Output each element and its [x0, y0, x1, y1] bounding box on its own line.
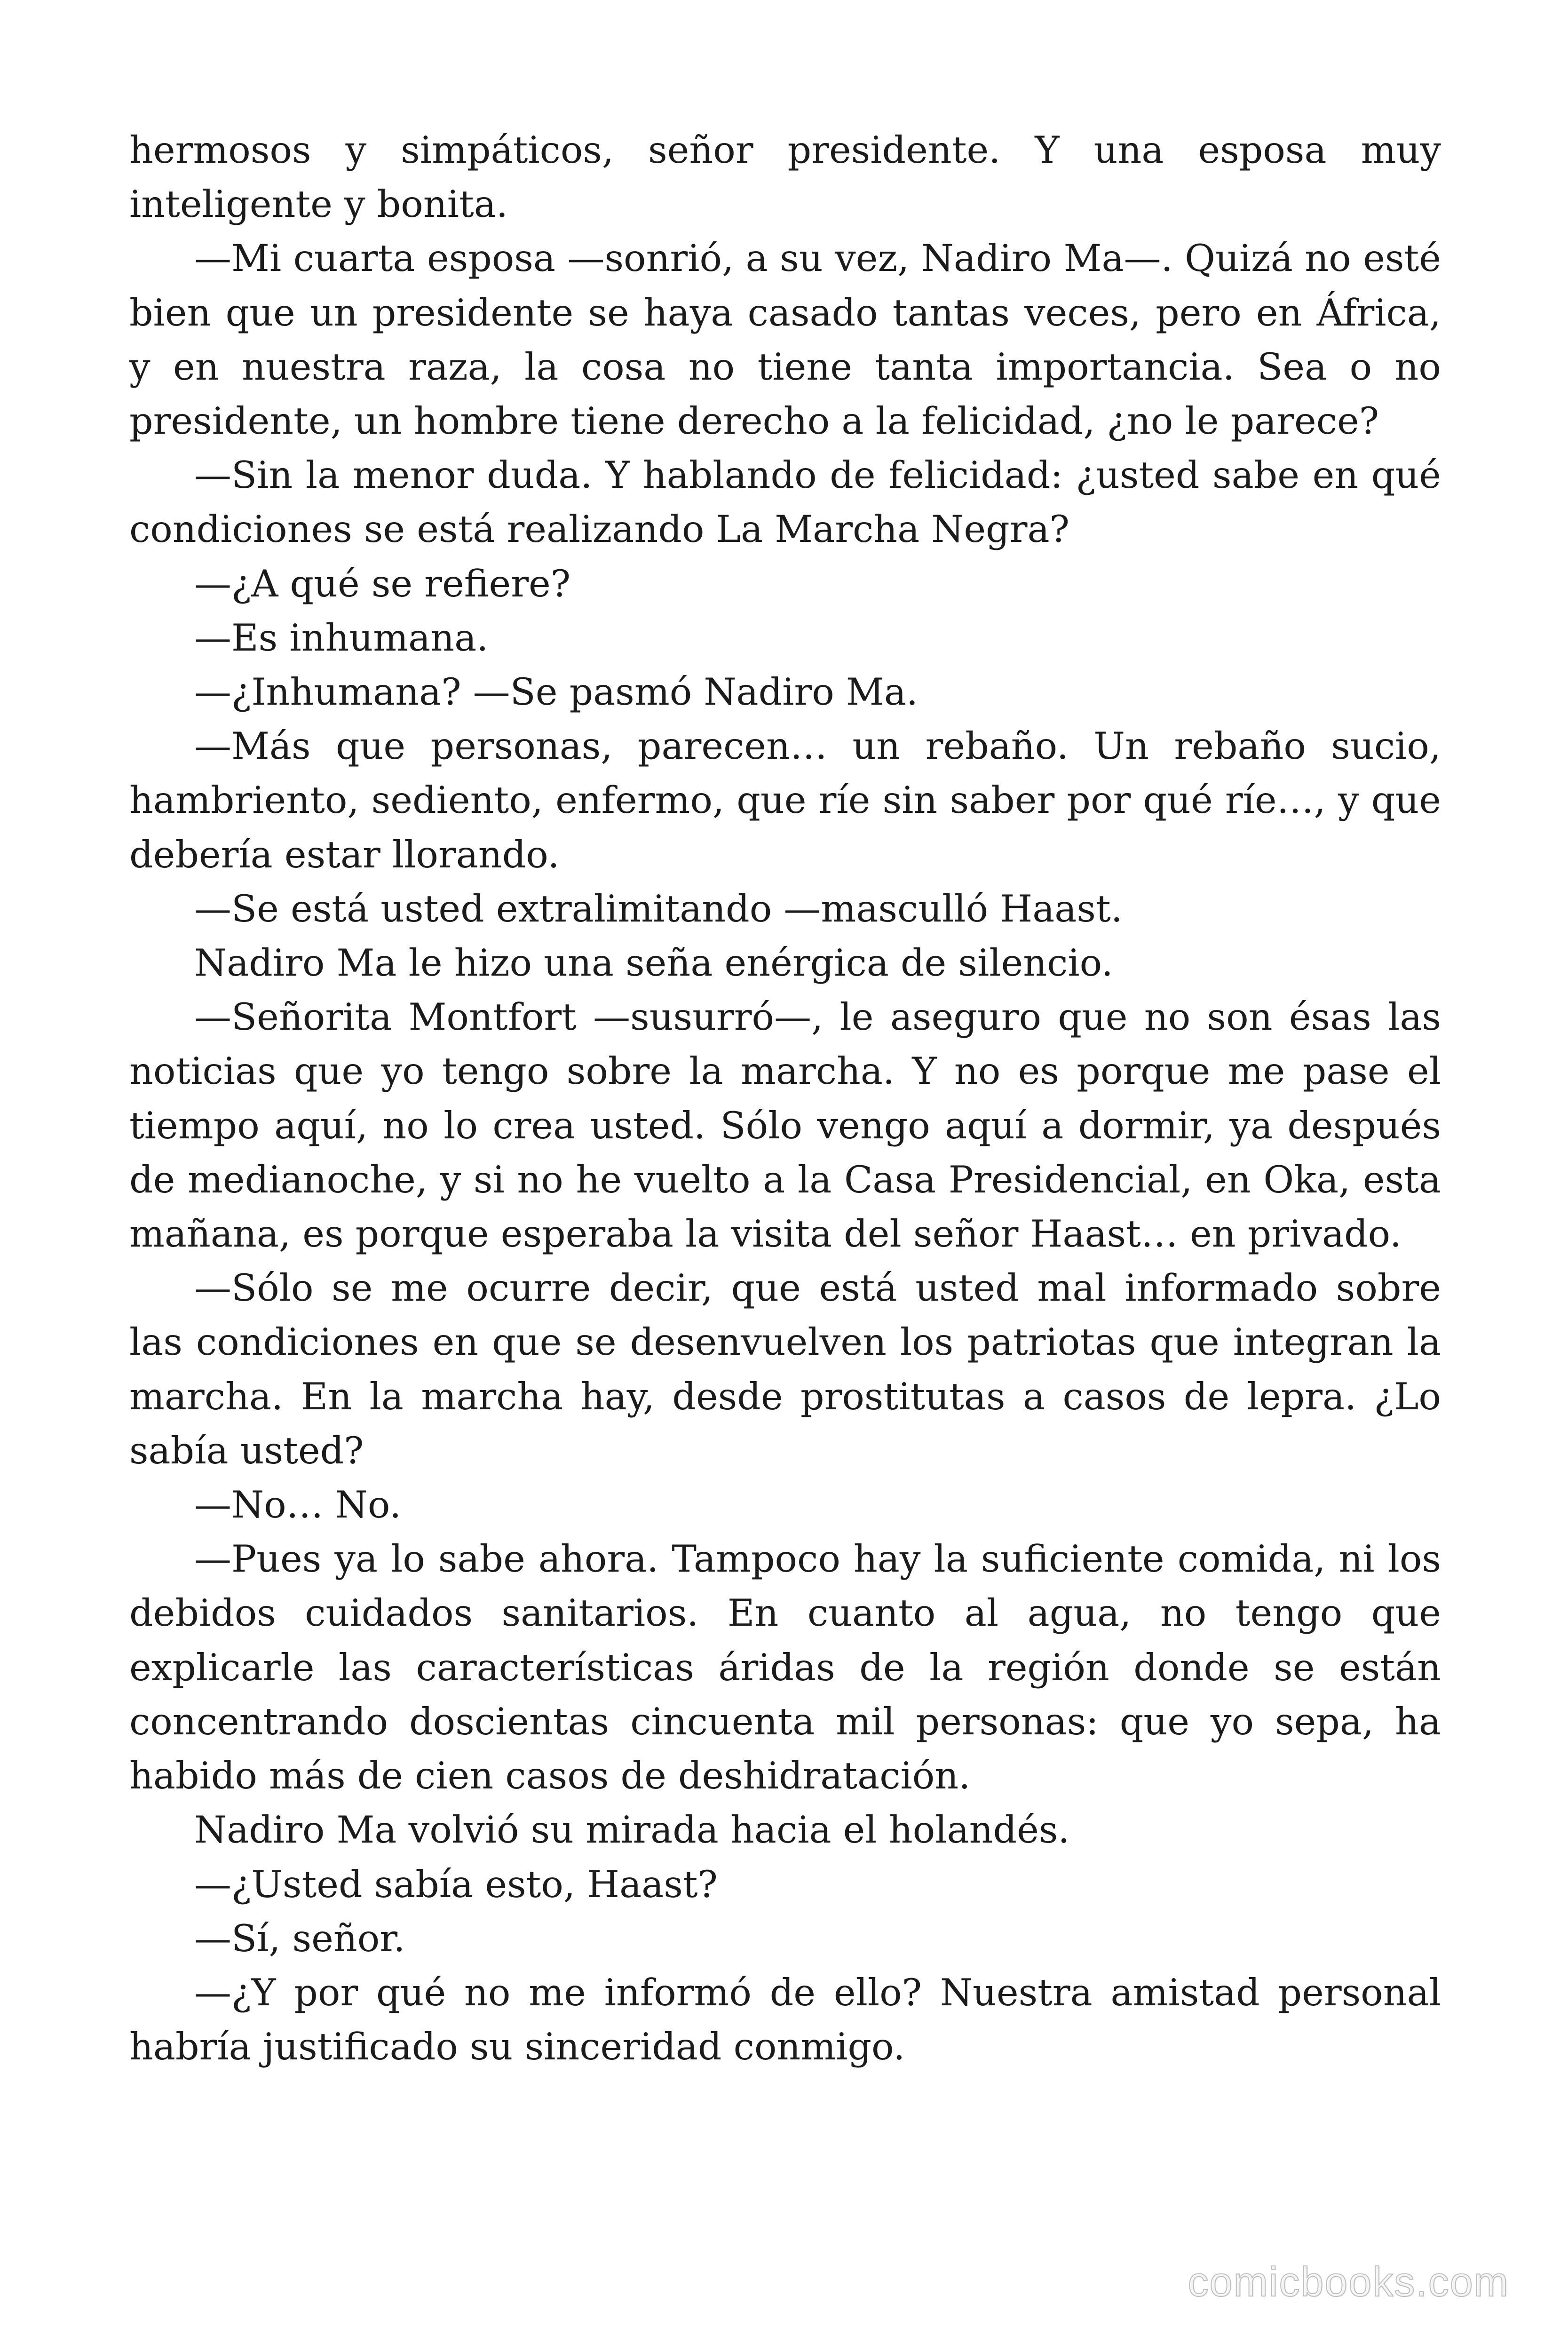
paragraph: —Señorita Montfort —susurró—, le aseguro que no son ésas las noticias que yo tengo sobre la marcha. Y no es porque me pase el tiempo aquí, no lo crea usted. Sólo vengo aquí a dormir, ya después de medianoche, y si no he vuelto a la Casa Presidencial, en Oka, esta mañana, es porque esperaba la visita del señor Haast… en privado. [129, 995, 1441, 1256]
paragraph: Nadiro Ma volvió su mirada hacia el holandés. [194, 1808, 1070, 1852]
paragraph: —Más que personas, parecen… un rebaño. Un rebaño sucio, hambriento, sediento, enfermo, que ríe sin saber por qué ríe…, y que debería estar llorando. [129, 724, 1441, 876]
paragraph: —Mi cuarta esposa —sonrió, a su vez, Nadiro Ma—. Quizá no esté bien que un presidente se haya casado tantas veces, pero en África, y en nuestra raza, la cosa no tiene tanta importancia. Sea o no presidente, un hombre tiene derecho a la felicidad, ¿no le parece? [129, 237, 1441, 443]
paragraph: —Sí, señor. [194, 1916, 405, 1960]
paragraph: —¿Inhumana? —Se pasmó Nadiro Ma. [194, 670, 919, 714]
paragraph: —¿A qué se refiere? [194, 562, 571, 605]
paragraph: —Sólo se me ocurre decir, que está usted mal informado sobre las condiciones en que se desenvuelven los patriotas que integran la marcha. En la marcha hay, desde prostitutas a casos de lepra. ¿Lo sabía usted? [129, 1266, 1441, 1472]
paragraph: —¿Usted sabía esto, Haast? [194, 1862, 718, 1906]
paragraph: —¿Y por qué no me informó de ello? Nuestra amistad personal habría justificado su sinceridad conmigo. [129, 1971, 1441, 2069]
paragraph: hermosos y simpáticos, señor presidente. Y una esposa muy inteligente y bonita. [129, 128, 1441, 226]
watermark: comicbooks.com [1188, 2258, 1509, 2305]
paragraph: —Pues ya lo sabe ahora. Tampoco hay la suficiente comida, ni los debidos cuidados sanitarios. En cuanto al agua, no tengo que explicarle las características áridas de la región donde se están concentrando doscientas cincuenta mil personas: que yo sepa, ha habido más de cien casos de deshidratación. [129, 1537, 1441, 1798]
paragraph: —Se está usted extralimitando —masculló Haast. [194, 887, 1123, 930]
paragraph: Nadiro Ma le hizo una seña enérgica de silencio. [194, 941, 1113, 985]
paragraph: —Es inhumana. [194, 616, 489, 660]
paragraph: —Sin la menor duda. Y hablando de felicidad: ¿usted sabe en qué condiciones se está realizando La Marcha Negra? [129, 453, 1441, 551]
paragraph: —No… No. [194, 1483, 402, 1527]
book-page-text [129, 123, 1441, 2074]
